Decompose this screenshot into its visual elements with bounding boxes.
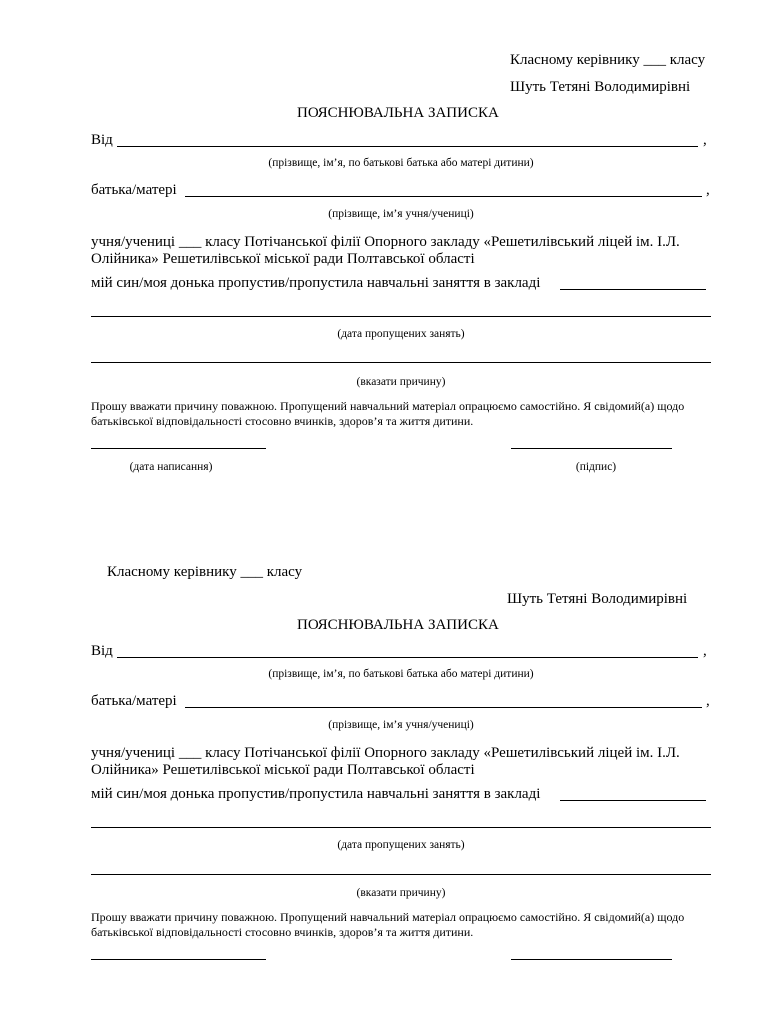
dates-hint: (дата пропущених занять) [337,839,465,851]
dates-field-line[interactable] [91,316,711,317]
absence-text: мій син/моя донька пропустив/пропустила навчальні заняття в закладі [91,275,541,291]
note-title: ПОЯСНЮВАЛЬНА ЗАПИСКА [297,617,499,633]
from-field-line[interactable] [117,146,698,147]
dates-field-line[interactable] [91,827,711,828]
date-field-line[interactable] [91,959,266,960]
parent-hint: (прізвище, ім’я учня/учениці) [328,719,474,731]
addressee-teacher: Класному керівнику ___ класу [510,52,706,68]
reason-field-line[interactable] [91,362,711,363]
student-text: учня/учениці ___ класу Потічанської філії Опорного закладу «Решетилівський ліцей ім. І.Л. Олійника» Решетилівської міської ради Полтавської області [91,745,680,778]
request-text: Прошу вважати причину поважною. Пропущений навчальний матеріал опрацюємо самостійно. Я свідомий(а) щодо батьківської відповідальності стосовно вчинків, здоров’я та життя дитини. [91,910,685,939]
from-comma: , [703,643,707,659]
addressee-name: Шуть Тетяні Володимирівні [510,79,691,95]
addressee-name: Шуть Тетяні Володимирівні [507,591,688,607]
parent-field-line[interactable] [185,196,702,197]
signature-field-line[interactable] [511,448,672,449]
parent-comma: , [706,693,710,709]
parent-comma: , [706,182,710,198]
reason-hint: (вказати причину) [356,887,446,899]
from-hint: (прізвище, ім’я, по батькові батька або матері дитини) [268,157,534,169]
from-label: Від [91,643,113,659]
parent-label: батька/матері [91,182,177,198]
request-text: Прошу вважати причину поважною. Пропущений навчальний матеріал опрацюємо самостійно. Я свідомий(а) щодо батьківської відповідальності стосовно вчинків, здоров’я та життя дитини. [91,399,685,428]
absence-field-line[interactable] [560,800,706,801]
reason-hint: (вказати причину) [356,376,446,388]
reason-field-line[interactable] [91,874,711,875]
addressee-teacher: Класному керівнику ___ класу [107,564,303,580]
from-hint: (прізвище, ім’я, по батькові батька або матері дитини) [268,668,534,680]
parent-label: батька/матері [91,693,177,709]
dates-hint: (дата пропущених занять) [337,328,465,340]
parent-hint: (прізвище, ім’я учня/учениці) [328,208,474,220]
absence-field-line[interactable] [560,289,706,290]
date-field-line[interactable] [91,448,266,449]
from-label: Від [91,132,113,148]
absence-text: мій син/моя донька пропустив/пропустила навчальні заняття в закладі [91,786,541,802]
parent-field-line[interactable] [185,707,702,708]
date-hint: (дата написання) [129,461,213,473]
signature-hint: (підпис) [575,461,617,473]
student-text: учня/учениці ___ класу Потічанської філії Опорного закладу «Решетилівський ліцей ім. І.Л. Олійника» Решетилівської міської ради Полтавської області [91,234,680,267]
note-title: ПОЯСНЮВАЛЬНА ЗАПИСКА [297,105,499,121]
from-field-line[interactable] [117,657,698,658]
from-comma: , [703,132,707,148]
signature-field-line[interactable] [511,959,672,960]
